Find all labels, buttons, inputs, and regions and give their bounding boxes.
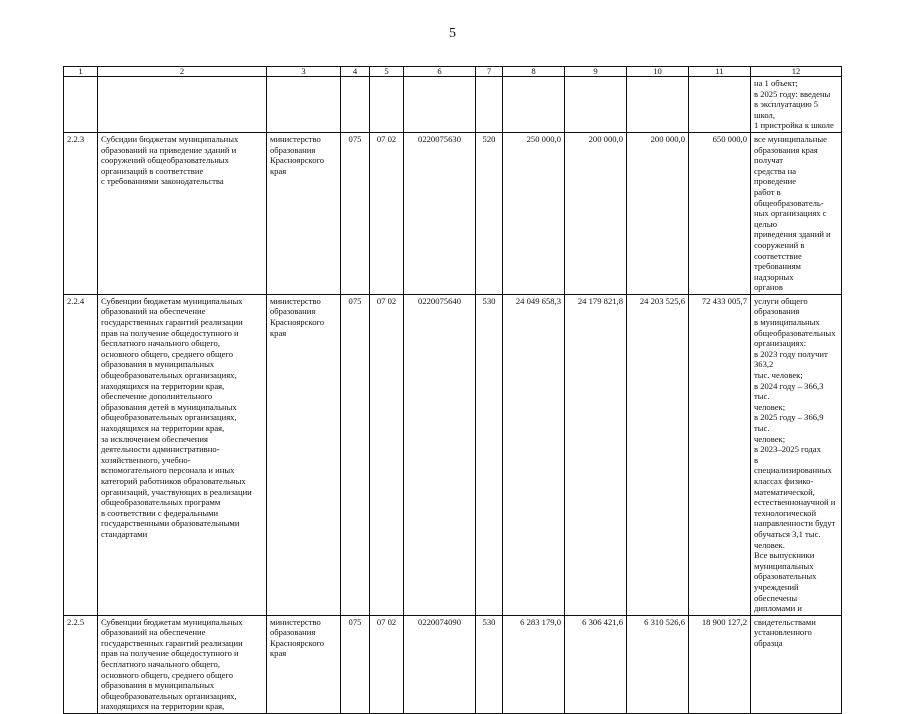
header-cell: 6	[404, 67, 476, 77]
item-vr: 530	[476, 615, 503, 713]
item-2024: 6 306 421,6	[565, 615, 627, 713]
result-cell: на 1 объект; в 2025 году: введены в эксплуатацию 5 школ, 1 пристройка к школе	[751, 77, 842, 133]
header-cell: 8	[503, 67, 565, 77]
item-vr: 530	[476, 294, 503, 615]
continuation-row	[64, 77, 842, 133]
item-2025: 24 203 525,6	[627, 294, 689, 615]
item-total: 650 000,0	[689, 132, 751, 294]
header-cell: 9	[565, 67, 627, 77]
item-code: 075	[341, 294, 370, 615]
table-row	[64, 132, 842, 294]
header-cell: 2	[98, 67, 267, 77]
item-csr: 0220075630	[404, 132, 476, 294]
item-grbs: министерство образования Красноярского края	[267, 132, 341, 294]
header-cell: 7	[476, 67, 503, 77]
item-grbs: министерство образования Красноярского края	[267, 615, 341, 713]
item-2023: 250 000,0	[503, 132, 565, 294]
item-section: 07 02	[370, 294, 404, 615]
item-name: Субвенции бюджетам муниципальных образований на обеспечение государственных гарантий реализации прав на получение общедоступного и бесплатного начального общего, основного общего, среднего общего образования в муниципальных общеобразовательных организациях, находящихся на территории края, обеспечение дополнительного образования детей в муниципальных общеобразовательных организациях, находящихся на территории края, за исключением обеспечения деятельности административно- хозяйственного, учебно- вспомогательного персонала и иных категорий работников образовательных организаций, участвующих в реализации общеобразовательных программ в соответствии с федеральными государственными образовательными стандартами	[98, 294, 267, 615]
item-code: 075	[341, 132, 370, 294]
table-row	[64, 615, 842, 713]
header-cell: 3	[267, 67, 341, 77]
item-2025: 200 000,0	[627, 132, 689, 294]
item-grbs: министерство образования Красноярского края	[267, 294, 341, 615]
item-2024: 24 179 821,8	[565, 294, 627, 615]
header-row	[64, 67, 842, 77]
header-cell: 11	[689, 67, 751, 77]
header-cell: 10	[627, 67, 689, 77]
item-total: 72 433 005,7	[689, 294, 751, 615]
item-2025: 6 310 526,6	[627, 615, 689, 713]
table-row	[64, 294, 842, 615]
item-2023: 6 283 179,0	[503, 615, 565, 713]
item-2023: 24 049 658,3	[503, 294, 565, 615]
page-number: 5	[449, 26, 456, 41]
item-csr: 0220075640	[404, 294, 476, 615]
item-name: Субвенции бюджетам муниципальных образований на обеспечение государственных гарантий реализации прав на получение общедоступного и бесплатного начального общего, основного общего, среднего общего образования в муниципальных общеобразовательных организациях, находящихся на территории края,	[98, 615, 267, 713]
item-result: услуги общего образования в муниципальных общеобразовательных организациях: в 2023 году получит 363,2 тыс. человек; в 2024 году – 366,3 тыс. человек; в 2025 году – 366,9 тыс. человек; в 2023–2025 годах в специализированных классах физико- математической, естественнонаучной и технологической направленности будут обучаться 3,1 тыс. человек. Все выпускники муниципальных образовательных учреждений обеспечены дипломами и	[751, 294, 842, 615]
item-code: 075	[341, 615, 370, 713]
header-cell: 1	[64, 67, 98, 77]
header-cell: 12	[751, 67, 842, 77]
item-section: 07 02	[370, 615, 404, 713]
item-result: свидетельствами установленного образца	[751, 615, 842, 713]
item-section: 07 02	[370, 132, 404, 294]
item-2024: 200 000,0	[565, 132, 627, 294]
item-number: 2.2.4	[64, 294, 98, 615]
item-vr: 520	[476, 132, 503, 294]
header-cell: 5	[370, 67, 404, 77]
header-cell: 4	[341, 67, 370, 77]
item-number: 2.2.3	[64, 132, 98, 294]
item-csr: 0220074090	[404, 615, 476, 713]
item-number: 2.2.5	[64, 615, 98, 713]
item-name: Субсидии бюджетам муниципальных образований на приведение зданий и сооружений общеобразовательных организаций в соответствие с требованиями законодательства	[98, 132, 267, 294]
item-total: 18 900 127,2	[689, 615, 751, 713]
budget-table	[63, 66, 842, 714]
item-result: все муниципальные образования края получат средства на проведение работ в общеобразователь- ных организациях с целью приведения зданий и сооружений в соответствие требованиям надзорных органов	[751, 132, 842, 294]
